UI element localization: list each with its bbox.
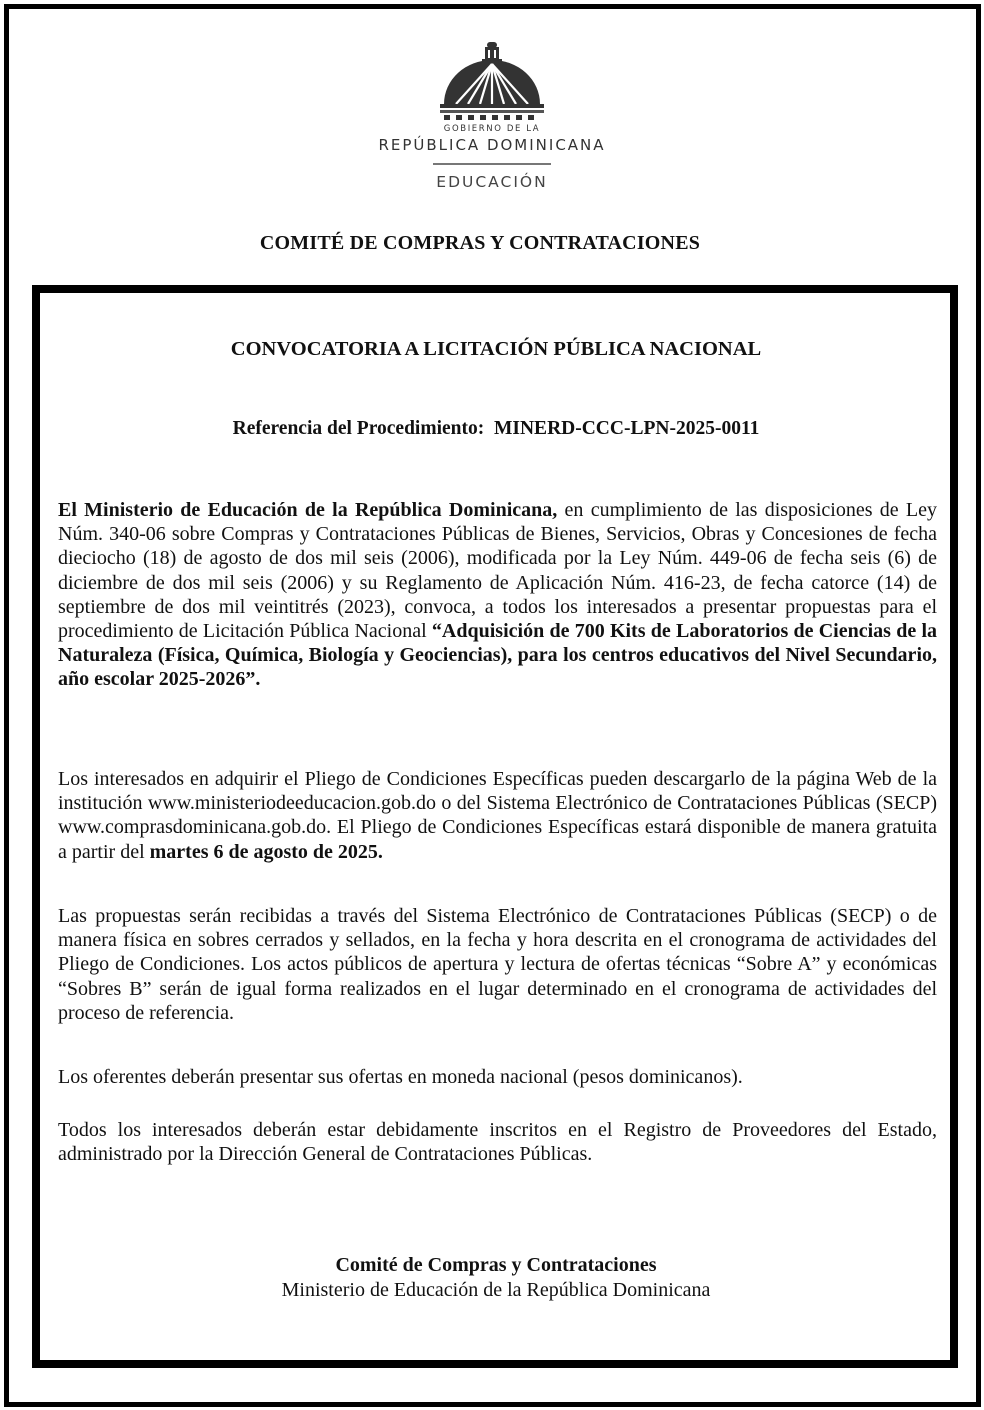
procedure-reference (40, 418, 952, 440)
reference-code: MINERD-CCC-LPN-2025-0011 (493, 418, 760, 439)
logo-ministry-word: EDUCACIÓN (436, 173, 548, 191)
government-logo (0, 40, 984, 191)
notice-title: CONVOCATORIA A LICITACIÓN PÚBLICA NACIONAL (230, 338, 762, 360)
logo-gov-line-big: REPÚBLICA DOMINICANA (378, 136, 606, 154)
paragraph-registration: Todos los interesados deberán estar debidamente inscritos en el Registro de Proveedores del Estado, administrado por la Dirección General de Contrataciones Públicas. (58, 1119, 937, 1166)
notice-box (32, 285, 958, 1368)
signature-block (40, 1253, 952, 1303)
paragraph-convocation-text: en cumplimiento de las disposiciones de Ley Núm. 340-06 sobre Compras y Contrataciones Públicas de Bienes, Servicios, Obras y Concesiones de fecha dieciocho (18) de agosto de dos mil seis (2006), modificada por la Ley Núm. 449-06 de fecha seis (6) de diciembre de dos mil seis (2006) y su Reglamento de Aplicación Núm. 416-23, de fecha catorce (14) de septiembre de dos mil veintitrés (2023), convoca, a todos los interesados a presentar propuestas para el procedimiento de Licitación Pública Nacional (58, 499, 938, 643)
logo-gov-line-small: GOBIERNO DE LA (443, 124, 541, 134)
logo-divider (433, 163, 551, 165)
reference-label: Referencia del Procedimiento: (232, 418, 485, 439)
procurement-object-bold: “Adquisición de 700 Kits de Laboratorios de Ciencias de la Naturaleza (Física, Química, Biología y Geociencias), para los centros educativos del Nivel Secundario, año escolar 2025-2026”. (58, 620, 938, 691)
government-dome-emblem-icon (436, 40, 548, 122)
paragraph-tender-documents-text: Los interesados en adquirir el Pliego de Condiciones Específicas pueden descargarlo de la página Web de la institución www.ministeriodeeducacion.gob.do o del Sistema Electrónico de Contrataciones Públicas (SECP) www.comprasdominicana.gob.do. El Pliego de Condiciones Específicas estará disponible de manera gratuita a partir del (58, 768, 937, 863)
paragraph-convocation (58, 498, 937, 692)
paragraph-currency: Los oferentes deberán presentar sus ofertas en moneda nacional (pesos dominicanos). (58, 1066, 743, 1088)
signature-organization: Ministerio de Educación de la República Dominicana (281, 1279, 711, 1301)
paragraph-tender-documents (58, 767, 937, 864)
ministry-name-bold: El Ministerio de Educación de la República Dominicana, (58, 499, 558, 521)
signature-name: Comité de Compras y Contrataciones (335, 1254, 657, 1276)
committee-heading: COMITÉ DE COMPRAS Y CONTRATACIONES (259, 232, 701, 254)
availability-date-bold: martes 6 de agosto de 2025. (149, 840, 383, 863)
paragraph-proposals: Las propuestas serán recibidas a través del Sistema Electrónico de Contrataciones Públicas (SECP) o de manera física en sobres cerrados y sellados, en la fecha y hora descrita en el cronograma de actividades del Pliego de Condiciones. Los actos públicos de apertura y lectura de ofertas técnicas “Sobre A” y económicas “Sobres B” serán de igual forma realizados en el lugar determinado en el cronograma de actividades del proceso de referencia. (58, 905, 937, 1024)
